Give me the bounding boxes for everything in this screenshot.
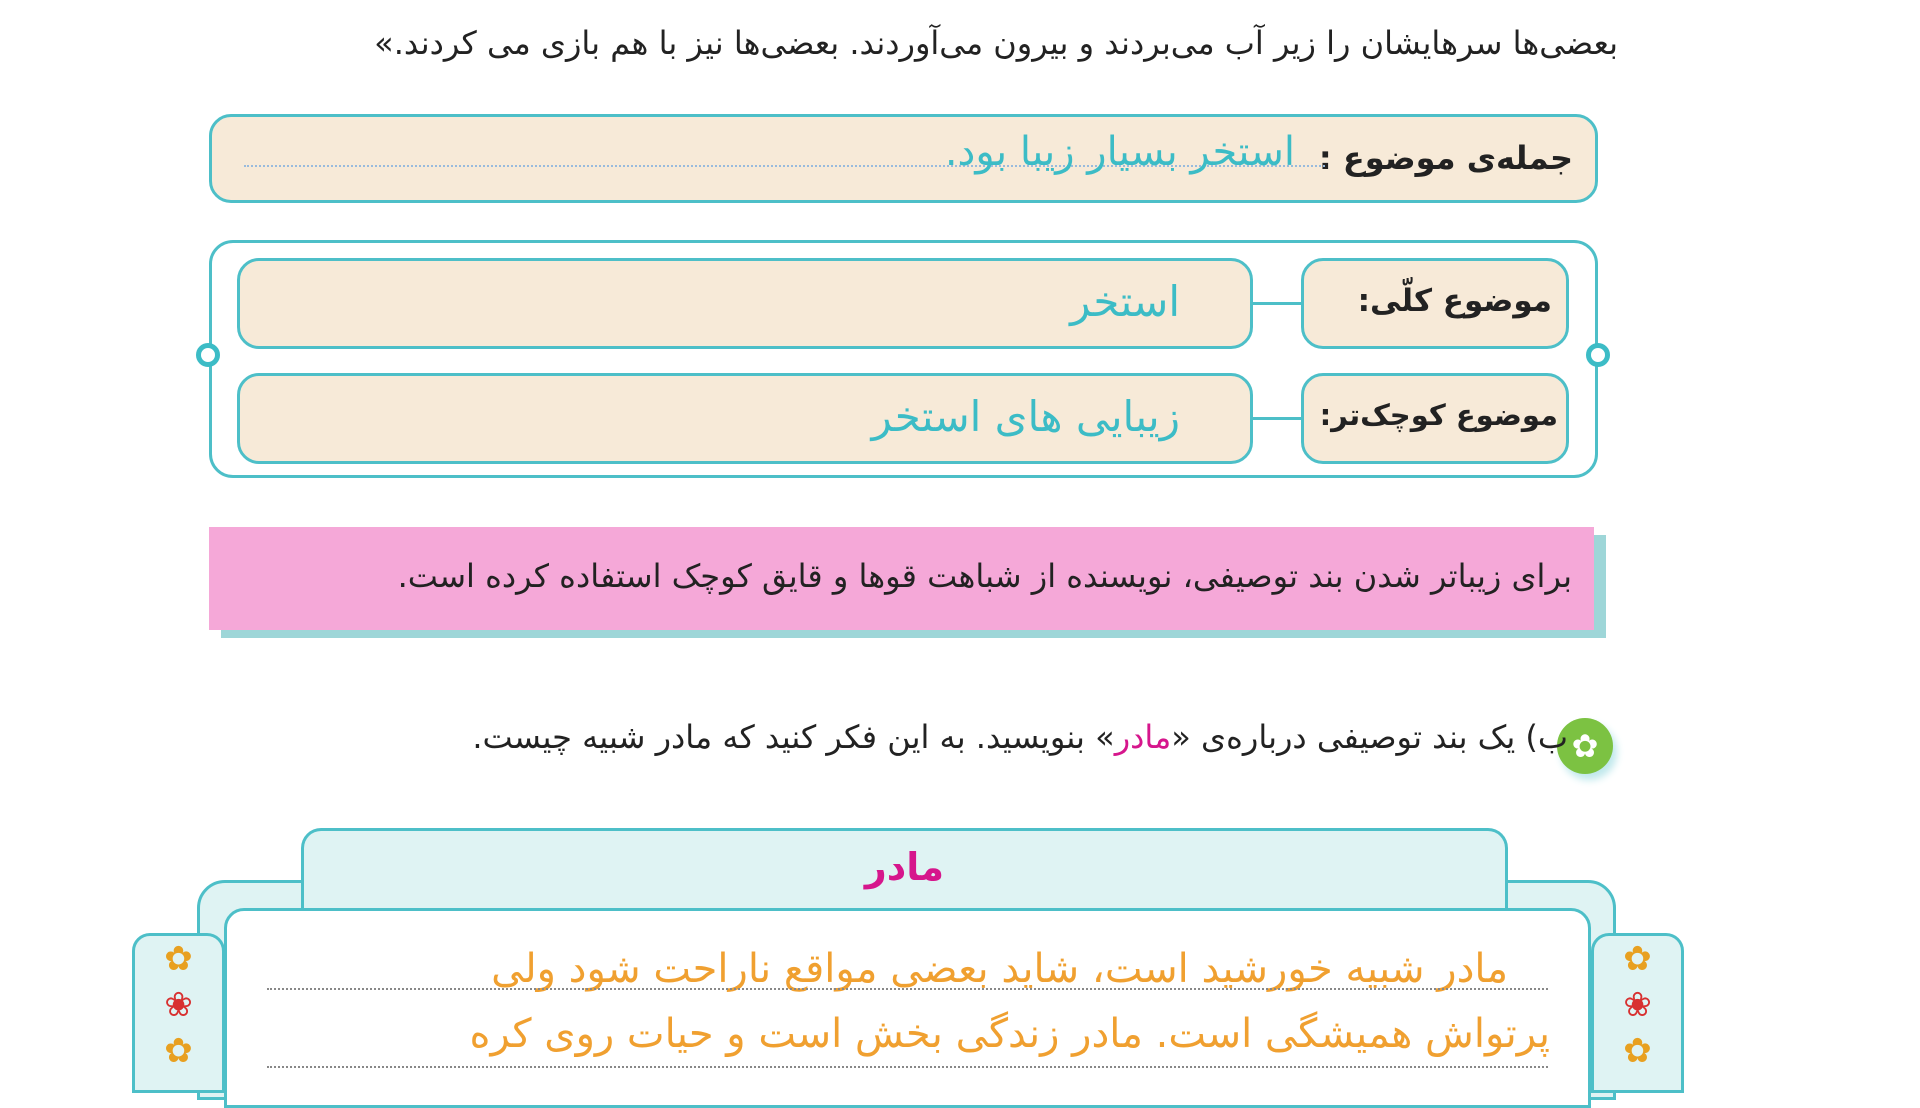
dotted-line xyxy=(267,988,1548,990)
exercise-icon: ✿ xyxy=(1557,718,1613,774)
topic-sentence-box xyxy=(209,114,1598,203)
card-title: مادر xyxy=(864,845,945,889)
note-box xyxy=(209,527,1594,630)
general-topic-label-box xyxy=(1301,258,1569,349)
exercise-keyword: مادر xyxy=(1114,718,1172,756)
sub-topic-value: زیبایی های استخر xyxy=(871,392,1180,441)
flower-border-left-icon: ✿ ❀ ✿ xyxy=(132,933,225,1093)
dotted-line xyxy=(267,1066,1548,1068)
exercise-prefix: ب) یک بند توصیفی درباره‌ی « xyxy=(1171,718,1568,756)
writing-area xyxy=(224,908,1591,1108)
connector-knob-right xyxy=(1586,343,1610,367)
connector-line xyxy=(1253,302,1301,305)
sub-topic-label: موضوع کوچک‌تر: xyxy=(1319,398,1558,432)
exercise-prompt xyxy=(472,718,1568,756)
writing-line-2: پرتواش همیشگی است. مادر زندگی بخش است و حیات روی کره xyxy=(469,1011,1550,1057)
card-title-tab xyxy=(301,828,1508,918)
sub-topic-field xyxy=(237,373,1253,464)
general-topic-value: استخر xyxy=(1070,277,1180,326)
exercise-suffix: » بنویسید. به این فکر کنید که مادر شبیه چیست. xyxy=(472,718,1115,756)
general-topic-field xyxy=(237,258,1253,349)
intro-paragraph-tail: بعضی‌ها سرهایشان را زیر آب می‌بردند و بیرون می‌آوردند. بعضی‌ها نیز با هم بازی می کردند.» xyxy=(374,24,1618,62)
sub-topic-label-box xyxy=(1301,373,1569,464)
flower-border-right-icon: ✿ ❀ ✿ xyxy=(1591,933,1684,1093)
note-text: برای زیباتر شدن بند توصیفی، نویسنده از شباهت قوها و قایق کوچک استفاده کرده است. xyxy=(397,557,1572,595)
writing-line-1: مادر شبیه خورشید است، شاید بعضی مواقع ناراحت شود ولی xyxy=(491,946,1508,992)
topic-sentence-label: جمله‌ی موضوع : xyxy=(1318,139,1573,177)
connector-knob-left xyxy=(196,343,220,367)
topic-sentence-value: استخر بسیار زیبا بود. xyxy=(944,129,1295,175)
connector-line xyxy=(1253,417,1301,420)
general-topic-label: موضوع کلّی: xyxy=(1357,283,1552,319)
